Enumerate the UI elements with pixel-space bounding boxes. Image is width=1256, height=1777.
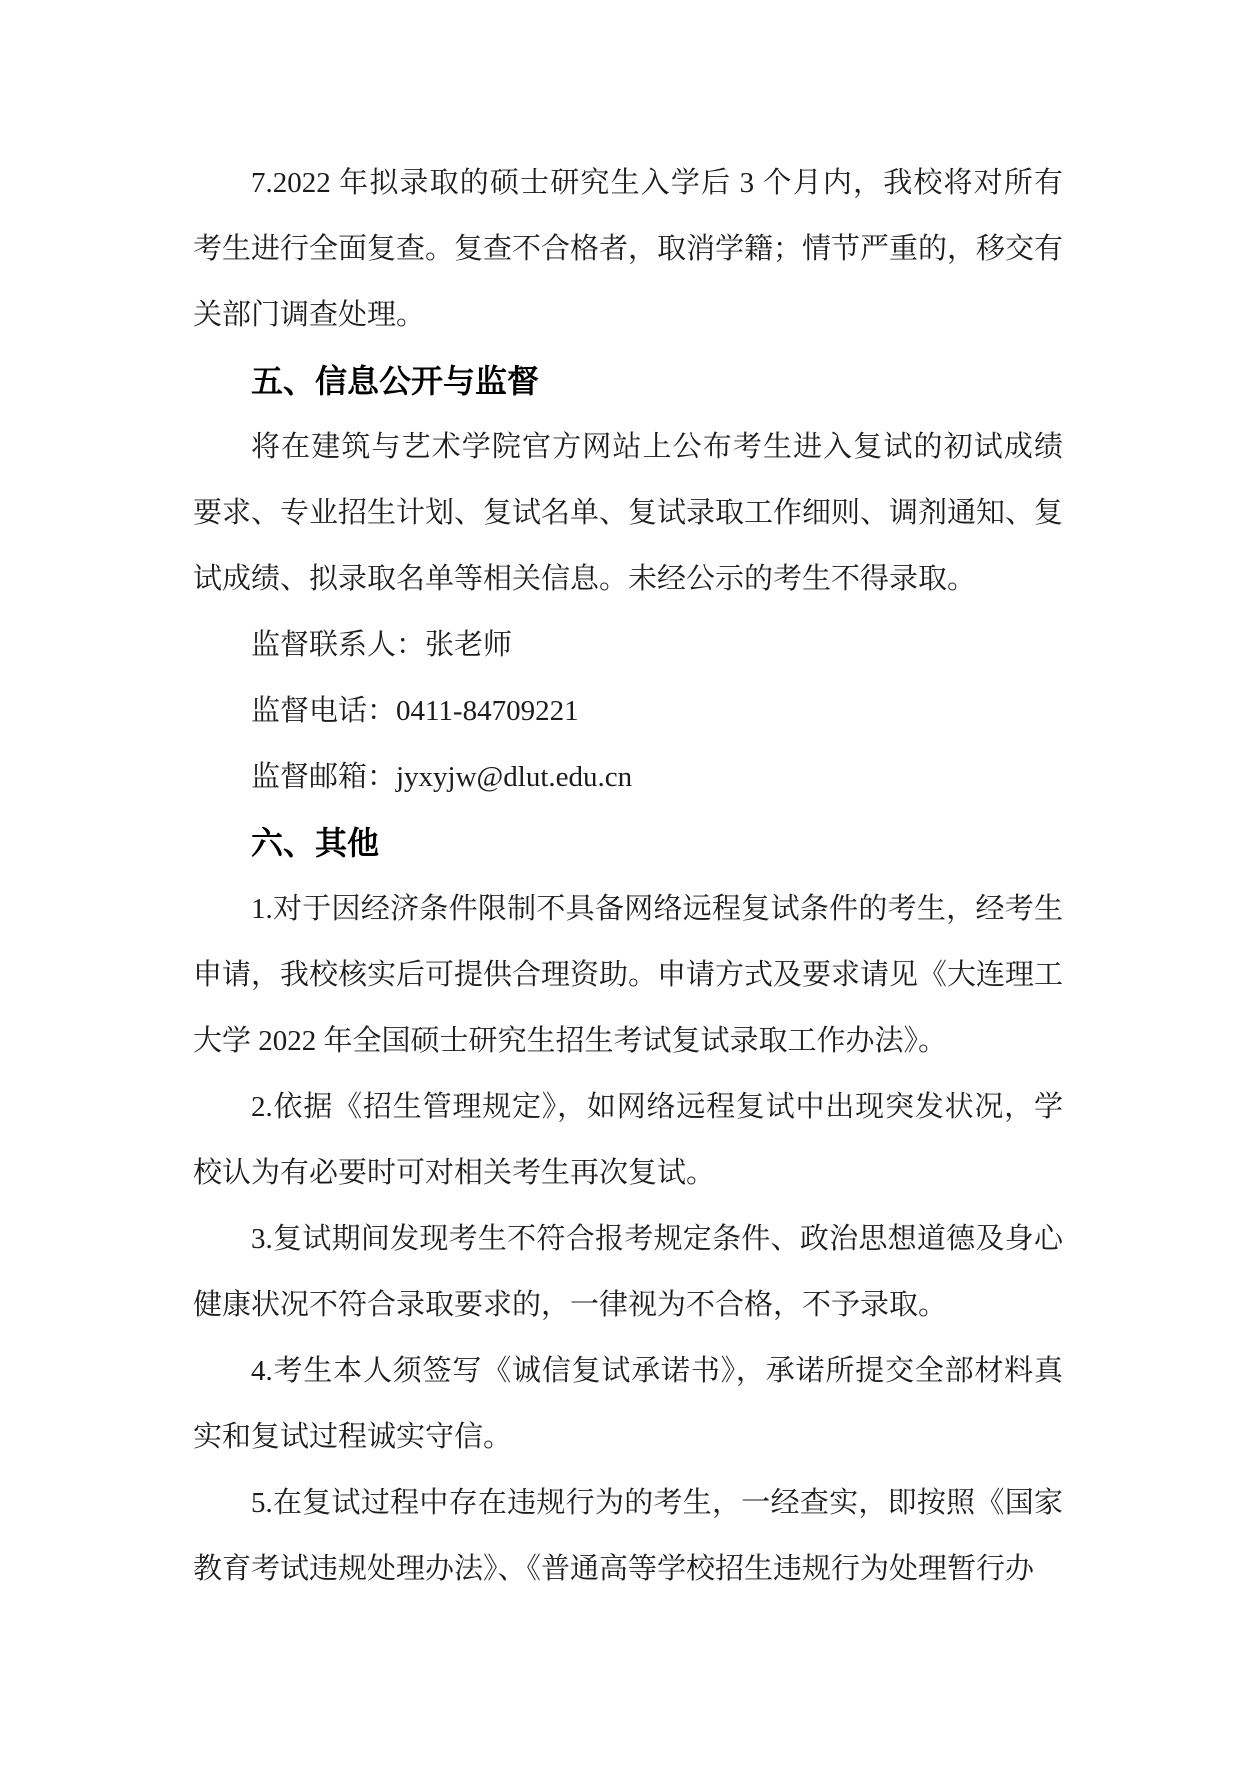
text-line: 5.在复试过程中存在违规行为的考生，一经查实，即按照《国家 — [251, 1487, 1063, 1519]
section-heading: 五、信息公开与监督 — [251, 363, 540, 399]
document-content — [193, 150, 1063, 1602]
text-line: 校认为有必要时可对相关考生再次复试。 — [193, 1157, 716, 1189]
text-line: 教育考试违规处理办法》、《普通高等学校招生违规行为处理暂行办 — [193, 1553, 1035, 1585]
text-line: 要求、专业招生计划、复试名单、复试录取工作细则、调剂通知、复 — [193, 497, 1064, 529]
text-line: 大学 2022 年全国硕士研究生招生考试复试录取工作办法》。 — [193, 1025, 948, 1057]
text-line: 将在建筑与艺术学院官方网站上公布考生进入复试的初试成绩 — [251, 431, 1063, 463]
text-line: 3.复试期间发现考生不符合报考规定条件、政治思想道德及身心 — [251, 1223, 1063, 1255]
text-line: 实和复试过程诚实守信。 — [193, 1421, 513, 1453]
text-line: 关部门调查处理。 — [193, 299, 426, 331]
text-line: 试成绩、拟录取名单等相关信息。未经公示的考生不得录取。 — [193, 563, 977, 595]
text-line: 健康状况不符合录取要求的，一律视为不合格，不予录取。 — [193, 1289, 948, 1321]
text-line: 7.2022 年拟录取的硕士研究生入学后 3 个月内，我校将对所有 — [251, 167, 1063, 199]
text-line: 监督邮箱：jyxyjw@dlut.edu.cn — [251, 761, 633, 793]
text-line: 1.对于因经济条件限制不具备网络远程复试条件的考生，经考生 — [251, 893, 1063, 925]
text-line: 监督电话：0411-84709221 — [251, 695, 579, 727]
text-line: 考生进行全面复查。复查不合格者，取消学籍；情节严重的，移交有 — [193, 233, 1064, 265]
section-heading: 六、其他 — [251, 825, 380, 861]
text-line: 2.依据《招生管理规定》，如网络远程复试中出现突发状况，学 — [251, 1091, 1063, 1123]
text-line: 监督联系人：张老师 — [251, 629, 513, 661]
text-line: 4.考生本人须签写《诚信复试承诺书》，承诺所提交全部材料真 — [251, 1355, 1063, 1387]
text-line: 申请，我校核实后可提供合理资助。申请方式及要求请见《大连理工 — [193, 959, 1064, 991]
